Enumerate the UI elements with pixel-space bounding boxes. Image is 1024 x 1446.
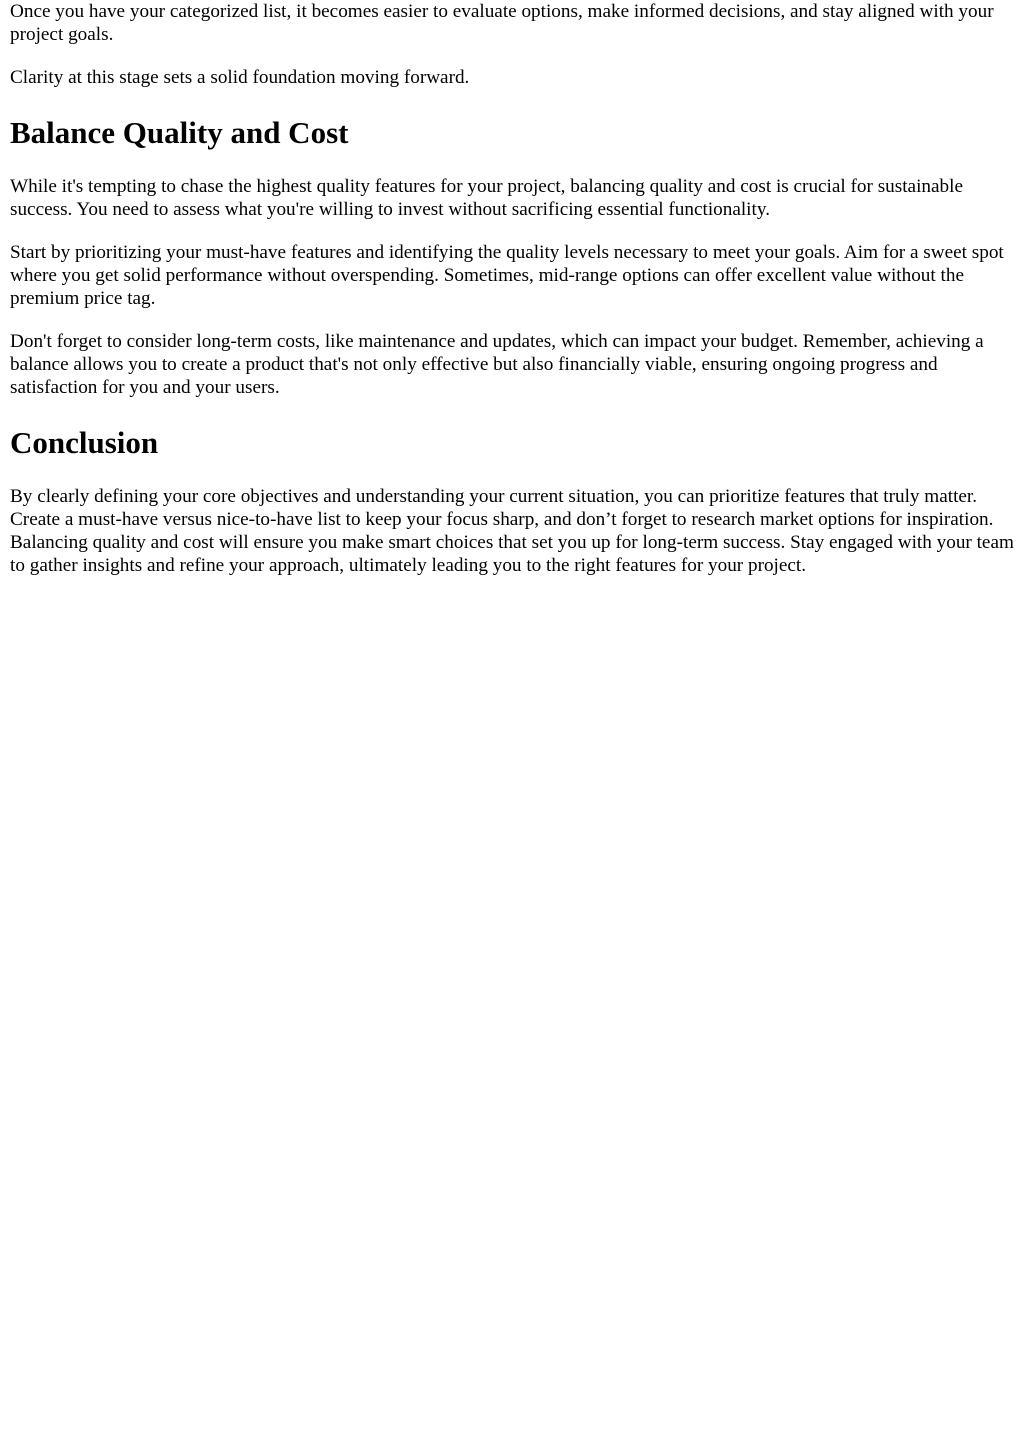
article-body (0, 0, 1024, 577)
section-paragraph: While it's tempting to chase the highest quality features for your project, balancing quality and cost is crucial for sustainable success. You need to assess what you're willing to invest without sacrificing essential functionality. (10, 176, 963, 220)
section-heading: Conclusion (10, 425, 159, 460)
intro-paragraph: Once you have your categorized list, it becomes easier to evaluate options, make informed decisions, and stay aligned with your project goals. (10, 1, 994, 45)
section-conclusion (10, 425, 1014, 577)
section-paragraph: By clearly defining your core objectives and understanding your current situation, you can prioritize features that truly matter. Create a must-have versus nice-to-have list to keep your focus sharp, and don’t forget to research market options for inspiration. Balancing quality and cost will ensure you make smart choices that set you up for long-term success. Stay engaged with your team to gather insights and refine your approach, ultimately leading you to the right features for your project. (10, 486, 1014, 576)
section-paragraph: Start by prioritizing your must-have features and identifying the quality levels necessary to meet your goals. Aim for a sweet spot where you get solid performance without overspending. Sometimes, mid-range options can offer excellent value without the premium price tag. (10, 242, 1004, 309)
section-heading: Balance Quality and Cost (10, 115, 349, 150)
section-paragraph: Don't forget to consider long-term costs, like maintenance and updates, which can impact your budget. Remember, achieving a balance allows you to create a product that's not only effective but also financially viable, ensuring ongoing progress and satisfaction for you and your users. (10, 331, 984, 398)
section-balance-quality-and-cost (10, 115, 1014, 399)
intro-paragraph: Clarity at this stage sets a solid foundation moving forward. (10, 67, 470, 88)
